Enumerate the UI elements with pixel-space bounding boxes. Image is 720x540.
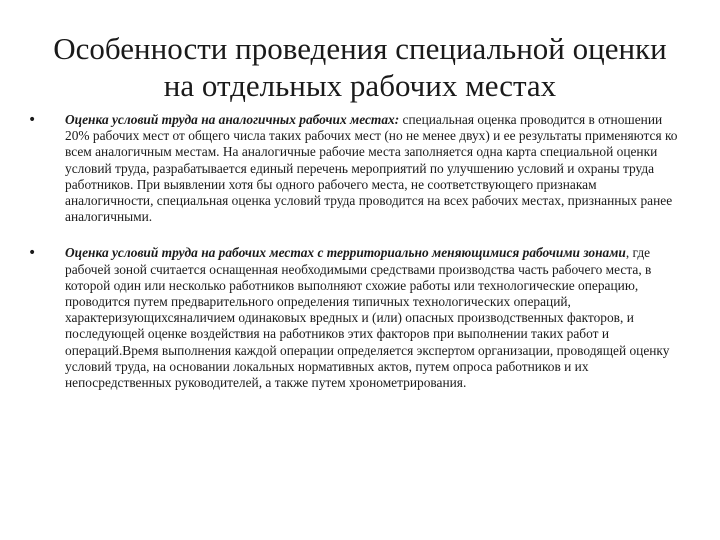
title-line-2: на отдельных рабочих местах <box>163 68 557 103</box>
bullet-text: специальная оценка проводится в отношении 20% рабочих мест от общего числа таких рабочих мест (но не менее двух) и ее результаты применяются ко всем аналогичным местам. На аналогичные рабочие места заполняется одна карта специальной оценки условий труда, разрабатывается единый перечень мероприятий по улучшению условий и охраны труда работников. При выявлении хотя бы одного рабочего места, не соответствующего признакам аналогичности, специальная оценка условий труда проводится на всех рабочих местах, признанных ранее аналогичными. <box>65 112 678 225</box>
bullet-marker: • <box>28 245 37 262</box>
bullet-lead: Оценка условий труда на рабочих местах с территориально меняющимися рабочими зонами <box>65 245 626 261</box>
page-title <box>20 30 700 104</box>
title-line-1: Особенности проведения специальной оценки <box>53 31 667 66</box>
bullet-marker: • <box>28 112 37 128</box>
bullet-item-changing-work-zones <box>28 245 688 391</box>
bullet-list <box>28 112 688 391</box>
bullet-text: , где рабочей зоной считается оснащенная необходимыми средствами производства часть рабочего места, в которой один или несколько работников выполняют схожие работы или технологические операцию, проводится путем предварительного определения типичных технологических операций, характеризующихсяналичием одинаковых вредных и (или) опасных производственных факторов, и последующей оценке воздействия на работников этих факторов при выполнении таких работ и операций.Время выполнения каждой операции определяется экспертом организации, проводящей оценку условий труда, на основании локальных нормативных актов, путем опроса работников и их непосредственных руководителей, а также путем хронометрирования. <box>65 245 670 391</box>
bullet-lead: Оценка условий труда на аналогичных рабочих местах <box>65 112 395 127</box>
bullet-lead-suffix: : <box>394 112 400 127</box>
bullet-item-analogous-workplaces <box>28 112 688 225</box>
